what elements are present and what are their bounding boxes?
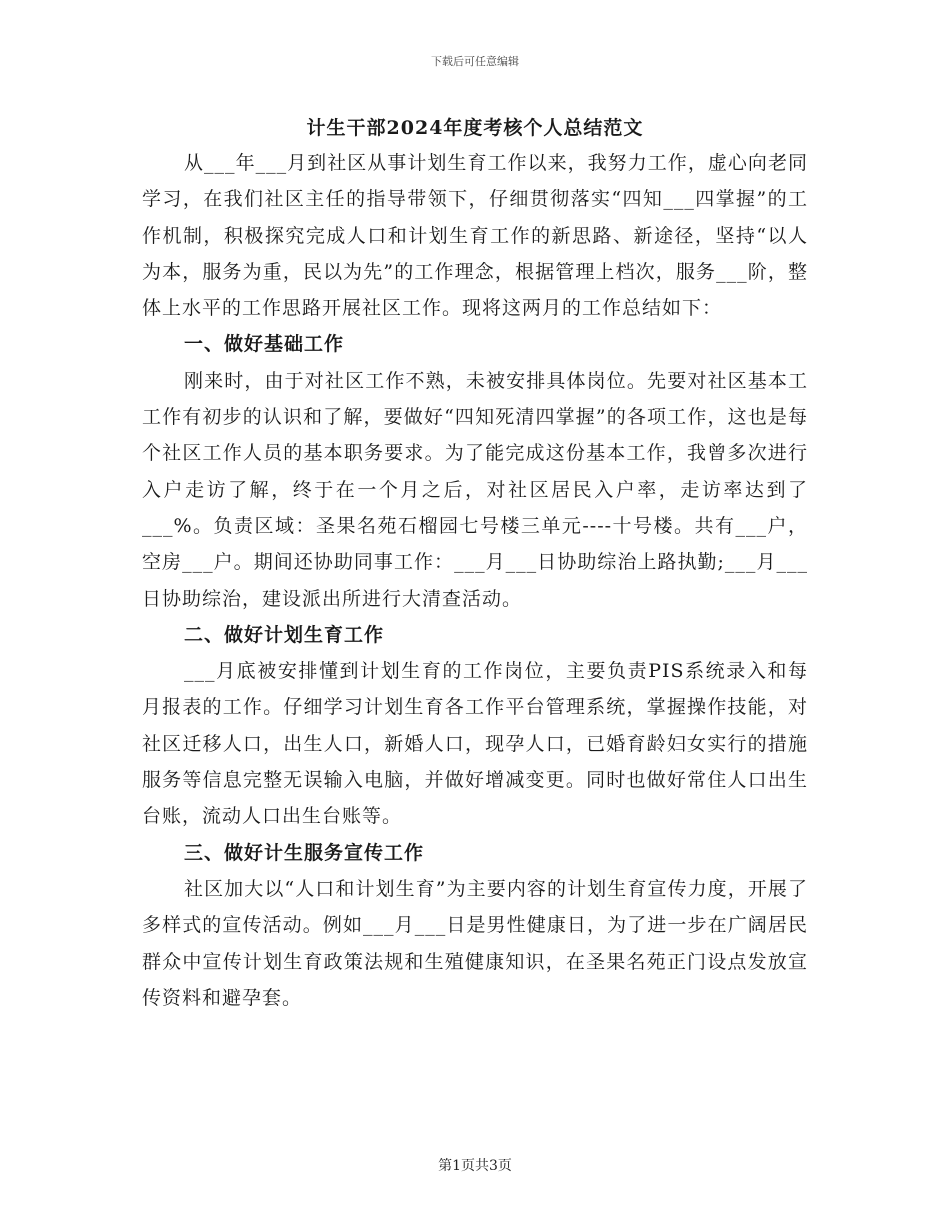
page-number-footer: 第1页共3页 [438, 1158, 512, 1174]
section-heading-1: 一、做好基础工作 [184, 333, 345, 356]
section-heading-3: 三、做好计生服务宣传工作 [184, 841, 425, 864]
document-body [142, 145, 808, 1016]
paragraph-section-3: 社区加大以“人口和计划生育”为主要内容的计划生育宣传力度，开展了多样式的宣传活动。例如___月___日是男性健康日，为了进一步在广阔居民群众中宣传计划生育政策法规和生殖健康知识，在圣果名苑正门设点发放宣传资料和避孕套。 [142, 877, 808, 1009]
document-title: 计生干部2024年度考核个人总结范文 [306, 117, 644, 139]
paragraph-section-2: ___月底被安排懂到计划生育的工作岗位，主要负责PIS系统录入和每月报表的工作。仔细学习计划生育各工作平台管理系统，掌握操作技能，对社区迁移人口，出生人口，新婚人口，现孕人口，已婚育龄妇女实行的措施服务等信息完整无误输入电脑，并做好增减变更。同时也做好常住人口出生台账，流动人口出生台账等。 [142, 660, 808, 828]
section-heading-2: 二、做好计划生育工作 [184, 623, 385, 646]
paragraph-intro: 从___年___月到社区从事计划生育工作以来，我努力工作，虚心向老同学习，在我们社区主任的指导带领下，仔细贯彻落实“四知___四掌握”的工作机制，积极探究完成人口和计划生育工作的新思路、新途径，坚持“以人为本，服务为重，民以为先”的工作理念，根据管理上档次，服务___阶，整体上水平的工作思路开展社区工作。现将这两月的工作总结如下： [142, 152, 808, 320]
paragraph-section-1: 刚来时，由于对社区工作不熟，未被安排具体岗位。先要对社区基本工工作有初步的认识和了解，要做好“四知死清四掌握”的各项工作，这也是每个社区工作人员的基本职务要求。为了能完成这份基本工作，我曾多次进行入户走访了解，终于在一个月之后，对社区居民入户率，走访率达到了___%。负责区域：圣果名苑石榴园七号楼三单元----十号楼。共有___户，空房___户。期间还协助同事工作：___月___日协助综治上路执勤;___月___日协助综治，建设派出所进行大清查活动。 [142, 369, 808, 610]
header-note: 下载后可任意编辑 [431, 55, 519, 68]
